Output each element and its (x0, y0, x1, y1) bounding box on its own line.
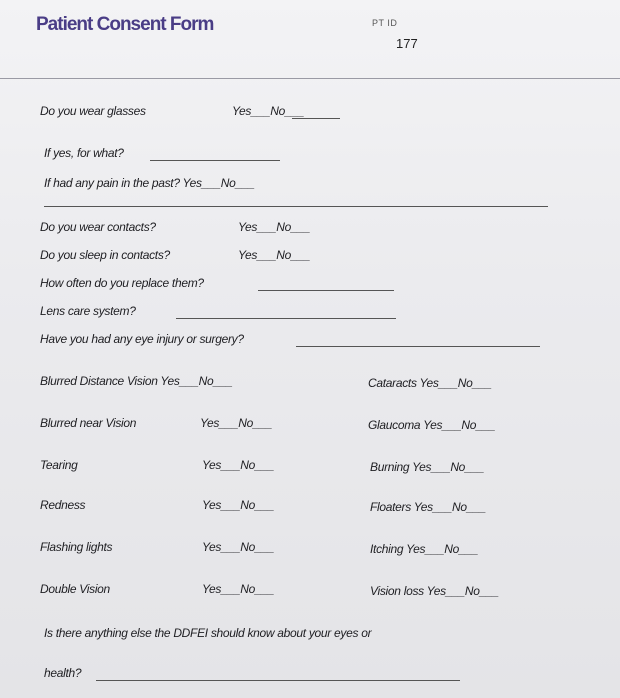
question-replace-contacts: How often do you replace them? (40, 276, 204, 290)
form-header (0, 0, 620, 79)
answer-tearing-yes-no[interactable]: Yes___No___ (202, 458, 275, 472)
answer-line (292, 118, 340, 119)
symptom-tearing: Tearing (40, 458, 78, 472)
symptom-floaters[interactable]: Floaters Yes___No___ (370, 500, 486, 514)
symptom-itching[interactable]: Itching Yes___No___ (370, 542, 479, 556)
answer-line-health[interactable] (96, 680, 460, 681)
question-glasses: Do you wear glasses (40, 104, 146, 118)
question-sleep-contacts: Do you sleep in contacts? (40, 248, 170, 262)
question-lens-care: Lens care system? (40, 304, 136, 318)
answer-sleep-yes-no[interactable]: Yes___No___ (238, 248, 311, 262)
question-eye-pain: If had any pain in the past? Yes___No___ (44, 176, 255, 190)
answer-glasses-yes-no[interactable]: Yes___No___ (232, 104, 305, 118)
symptom-flashing-lights: Flashing lights (40, 540, 113, 554)
form-title: Patient Consent Form (36, 14, 214, 35)
symptom-cataracts[interactable]: Cataracts Yes___No___ (368, 376, 492, 390)
answer-line-replace[interactable] (258, 290, 394, 291)
symptom-vision-loss[interactable]: Vision loss Yes___No___ (370, 584, 499, 598)
answer-line-lens-care[interactable] (176, 318, 396, 319)
question-anything-else: Is there anything else the DDFEI should know about your eyes or (44, 626, 372, 640)
answer-contacts-yes-no[interactable]: Yes___No___ (238, 220, 311, 234)
answer-flashing-yes-no[interactable]: Yes___No___ (202, 540, 275, 554)
answer-line-eye-pain[interactable] (44, 206, 548, 207)
symptom-double-vision: Double Vision (40, 582, 110, 596)
symptom-redness: Redness (40, 498, 86, 512)
question-health: health? (44, 666, 82, 680)
answer-blurred-near-yes-no[interactable]: Yes___No___ (200, 416, 273, 430)
patient-id-value: 177 (396, 36, 418, 51)
answer-redness-yes-no[interactable]: Yes___No___ (202, 498, 275, 512)
question-contacts: Do you wear contacts? (40, 220, 156, 234)
symptom-blurred-distance[interactable]: Blurred Distance Vision Yes___No___ (40, 374, 233, 388)
patient-id-label: PT ID (372, 18, 398, 28)
symptom-burning[interactable]: Burning Yes___No___ (370, 460, 485, 474)
answer-double-vision-yes-no[interactable]: Yes___No___ (202, 582, 275, 596)
answer-line-if-yes[interactable] (150, 160, 280, 161)
symptom-blurred-near: Blurred near Vision (40, 416, 137, 430)
question-eye-injury: Have you had any eye injury or surgery? (40, 332, 244, 346)
question-if-yes: If yes, for what? (44, 146, 124, 160)
answer-line-eye-injury[interactable] (296, 346, 540, 347)
symptom-glaucoma[interactable]: Glaucoma Yes___No___ (368, 418, 496, 432)
